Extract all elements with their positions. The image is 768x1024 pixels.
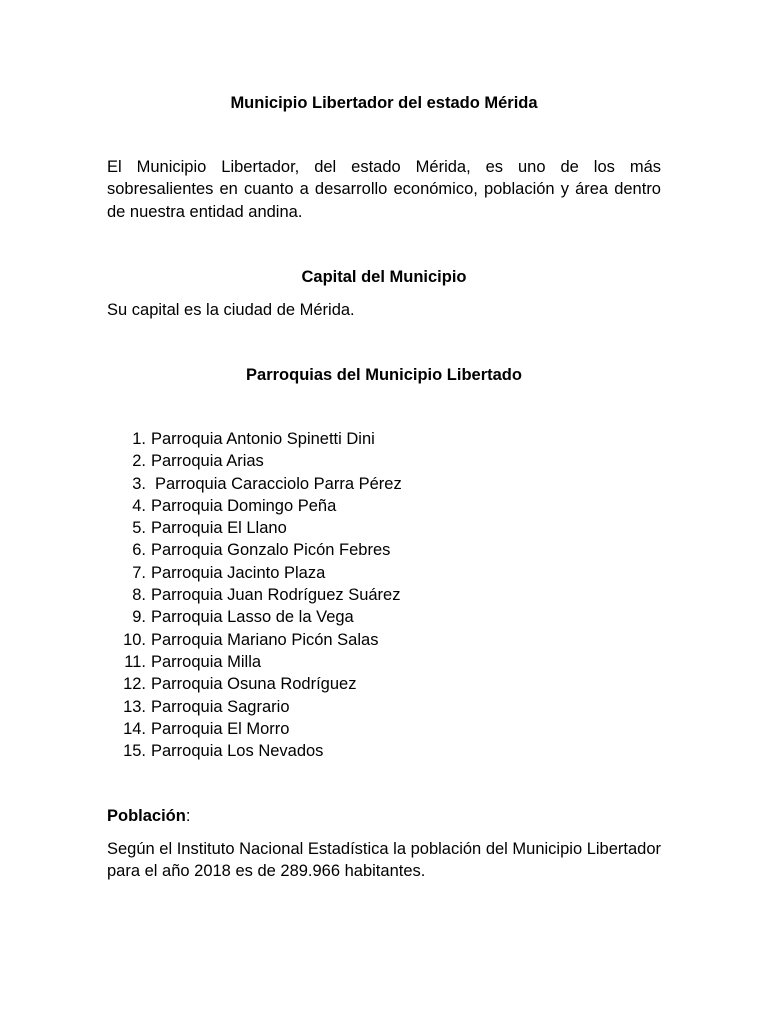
list-item — [107, 696, 661, 718]
list-item — [107, 740, 661, 762]
document-title: Municipio Libertador del estado Mérida — [230, 94, 538, 112]
list-item-label: Parroquia Gonzalo Picón Febres — [151, 541, 391, 560]
list-item — [107, 517, 661, 539]
list-item-number: 4. — [132, 496, 146, 515]
list-item-number: 9. — [132, 608, 146, 627]
list-item-number: 3. — [132, 474, 146, 493]
list-item-number: 15. — [123, 742, 146, 761]
intro-paragraph: El Municipio Libertador, del estado Mérida, es uno de los más sobresalientes en cuanto a desarrollo económico, población y área dentro de nuestra entidad andina. — [107, 158, 661, 221]
list-item-number: 8. — [132, 586, 146, 605]
list-item-number: 1. — [132, 430, 146, 448]
list-item-number: 7. — [132, 563, 146, 582]
list-item-label: Parroquia Juan Rodríguez Suárez — [151, 586, 401, 605]
list-item — [107, 718, 661, 740]
list-item-label: Parroquia Caracciolo Parra Pérez — [155, 474, 402, 493]
parroquias-heading: Parroquias del Municipio Libertado — [246, 366, 522, 384]
list-item-label: Parroquia Lasso de la Vega — [151, 608, 354, 627]
list-item-label: Parroquia Antonio Spinetti Dini — [151, 430, 375, 448]
poblacion-paragraph: Según el Instituto Nacional Estadística la población del Municipio Libertador para el año 2018 es de 289.966 habitantes. — [107, 840, 661, 881]
list-item — [107, 562, 661, 584]
document-page — [107, 0, 661, 1024]
list-item-label: Parroquia Los Nevados — [151, 742, 324, 761]
list-item-number: 13. — [123, 697, 146, 716]
list-item-number: 5. — [132, 519, 146, 538]
list-item-label: Parroquia Jacinto Plaza — [151, 563, 326, 582]
poblacion-heading-label: Población — [107, 807, 186, 825]
list-item-number: 2. — [132, 452, 146, 471]
list-item — [107, 629, 661, 651]
list-item-label: Parroquia Arias — [151, 452, 264, 471]
list-item — [107, 584, 661, 606]
capital-heading: Capital del Municipio — [301, 268, 467, 286]
list-item-label: Parroquia Domingo Peña — [151, 496, 337, 515]
list-item-number: 6. — [132, 541, 146, 560]
list-item-number: 11. — [124, 652, 146, 671]
list-item — [107, 539, 661, 561]
list-item — [107, 495, 661, 517]
list-item — [107, 473, 661, 495]
list-item-label: Parroquia Milla — [151, 652, 262, 671]
list-item-label: Parroquia El Morro — [151, 719, 290, 738]
list-item — [107, 673, 661, 695]
poblacion-heading — [107, 805, 661, 827]
parroquias-list — [107, 428, 661, 762]
list-item-label: Parroquia Osuna Rodríguez — [151, 675, 357, 694]
list-item-label: Parroquia Mariano Picón Salas — [151, 630, 379, 649]
list-item — [107, 450, 661, 472]
list-item-number: 14. — [123, 719, 146, 738]
capital-paragraph: Su capital es la ciudad de Mérida. — [107, 301, 355, 319]
list-item-label: Parroquia Sagrario — [151, 697, 290, 716]
list-item — [107, 651, 661, 673]
list-item — [107, 606, 661, 628]
list-item — [107, 428, 661, 450]
list-item-number: 12. — [123, 675, 146, 694]
list-item-number: 10. — [123, 630, 146, 649]
poblacion-heading-colon: : — [185, 807, 191, 825]
list-item-label: Parroquia El Llano — [151, 519, 287, 538]
